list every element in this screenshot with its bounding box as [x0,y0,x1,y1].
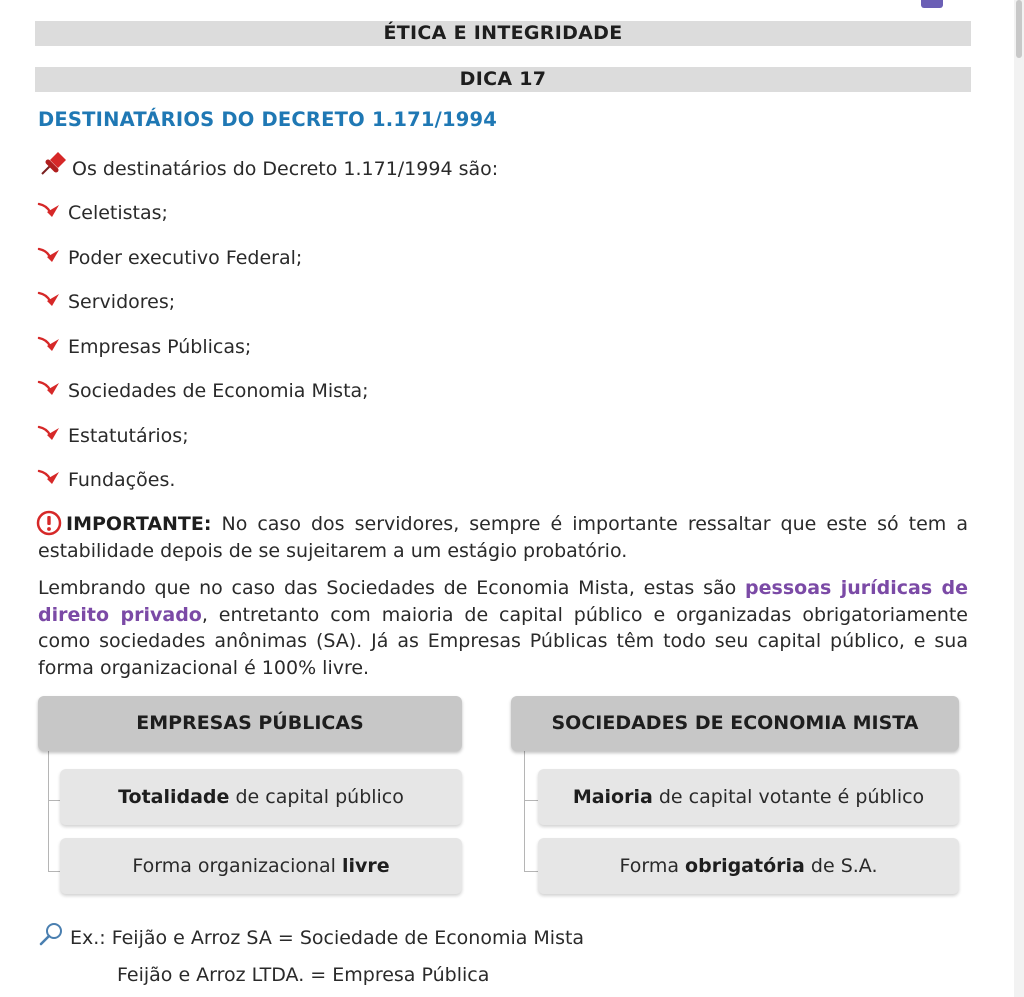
example-line-2: Feijão e Arroz LTDA. = Empresa Pública [117,964,490,986]
sociedades-economia-mista-title-text: SOCIEDADES DE ECONOMIA MISTA [551,712,919,734]
arrow-icon [37,334,63,356]
list-item: Empresas Públicas; [68,335,252,358]
empresas-publicas-title [38,696,462,751]
arrow-icon [37,289,63,311]
example-line-1: Ex.: Feijão e Arroz SA = Sociedade de Economia Mista [70,927,585,949]
sociedades-economia-mista-title [511,696,959,751]
list-item: Celetistas; [68,202,168,224]
section-title: DESTINATÁRIOS DO DECRETO 1.171/1994 [38,108,498,131]
left-connector-branch-2 [48,871,60,872]
arrow-icon [37,378,63,400]
item-pre: Forma [619,855,686,877]
list-item: Fundações. [68,469,176,491]
item-pre: Forma organizacional [132,855,342,877]
item-bold: Maioria [572,786,653,808]
header-subtitle-bar [35,67,971,92]
paragraph-before: Lembrando que no caso das Sociedades de Economia Mista, estas são [38,577,746,599]
right-connector [524,750,525,872]
left-connector [48,750,49,872]
arrow-icon [37,200,63,222]
header-title-bar [35,21,971,46]
list-item: Sociedades de Economia Mista; [68,380,369,402]
item-bold: livre [341,855,390,877]
paragraph-after: , entretanto com maioria de capital público e organizadas obrigatoriamente como sociedades anônimas (SA). Já as Empresas Públicas têm todo seu capital público, e sua forma organizacional é 100% livre. [38,603,968,679]
right-connector-branch-1 [524,800,538,801]
item-rest: de capital público [229,786,404,808]
empresas-publicas-item-2 [60,838,462,894]
arrow-icon [37,423,63,445]
empresas-publicas-title-text: EMPRESAS PÚBLICAS [136,712,364,734]
document-icon [919,0,945,12]
important-text: No caso dos servidores, sempre é importante ressaltar que este só tem a estabilidade depois de se sujeitarem a um estágio probatório. [38,513,968,562]
scrollbar-thumb[interactable] [1016,0,1022,58]
explanation-paragraph [38,575,968,681]
list-item: Poder executivo Federal; [68,246,303,269]
right-connector-branch-2 [524,871,538,872]
left-connector-branch-1 [48,800,60,801]
pushpin-icon [38,148,70,178]
header-title: ÉTICA E INTEGRIDADE [383,22,623,44]
list-item: Servidores; [68,291,176,313]
empresas-publicas-item-1 [60,769,462,825]
magnifier-icon [38,921,64,947]
scrollbar-track[interactable] [1014,0,1024,997]
paragraph-highlight: pessoas jurídicas de direito privado [38,577,969,626]
item-rest: de capital votante é público [652,786,925,808]
list-item: Estatutários; [68,424,189,447]
sociedades-economia-mista-item-1 [538,769,959,825]
item-bold: obrigatória [685,855,805,877]
arrow-icon [37,467,63,489]
item-post: de S.A. [804,855,878,877]
sociedades-economia-mista-item-2 [538,838,959,894]
item-bold: Totalidade [118,786,230,808]
important-label: IMPORTANTE: [66,513,212,535]
intro-text: Os destinatários do Decreto 1.171/1994 são: [72,158,499,180]
header-subtitle: DICA 17 [459,68,547,90]
arrow-icon [37,245,63,267]
important-note [38,511,968,564]
